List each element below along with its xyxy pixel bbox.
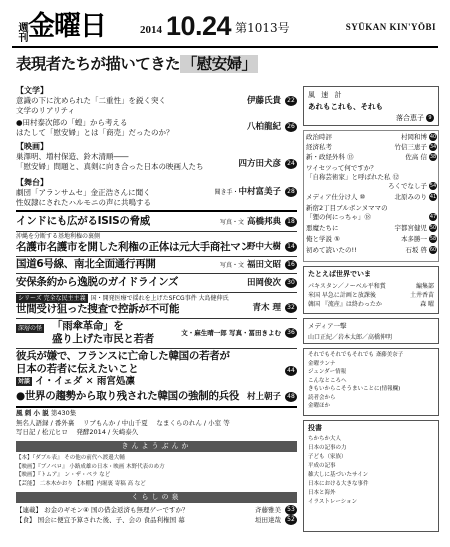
page-number: 36	[285, 328, 297, 338]
kinyobi-band: きんようぶんか	[16, 441, 297, 452]
article-title: 彼兵が嫌で、フランスに亡命した韓国の若者が	[16, 350, 230, 362]
column-row[interactable]: 「自称芸術家」と呼ばれた私 ⑫	[306, 173, 400, 181]
page-number: 18	[285, 217, 297, 227]
feature-title-highlight: 「慰安婦」	[181, 55, 257, 73]
divider	[16, 318, 297, 319]
issue-number: 第1013号	[235, 21, 290, 35]
header-rule	[12, 46, 438, 48]
issue-year: 2014	[140, 24, 162, 36]
author: 聞き手・中村富美子	[214, 187, 281, 197]
article[interactable]: 深層の怪 「雨傘革命」を 盛り上げた市民と若者 文・麻生晴一郎 写真・冨田きよむ 36	[16, 320, 297, 346]
feature-block	[16, 54, 297, 74]
divider	[16, 348, 297, 349]
page-number: 24	[285, 159, 297, 169]
issue-info	[140, 12, 290, 40]
feature-section[interactable]: 【文学】 意識の下に沈められた「二重性」を鋭く突く 文学のリアリティ 伊藤氏貴 22	[16, 86, 297, 116]
kurashi-list[interactable]: 【連載】 お金のギモン④ 国の借金返済も無理ゲーですか？ 斉藤雅美 53 【食】 国会に便宜予算された後、子、会の 食品利権国 幕 垣田達哉 52	[16, 505, 297, 525]
magazine-logo	[14, 8, 106, 42]
masthead	[0, 0, 450, 48]
article-title: 名護市名護市を開した利権の正体は元大手商社マン	[16, 241, 251, 253]
page-number: 26	[285, 122, 297, 132]
divider	[16, 273, 297, 274]
article-title: 国道6号線、南北全面通行再開	[16, 258, 156, 270]
misc-box[interactable]: それでもそれでもそれでも 斎藤美奈子 金曜ランナ ジェンダー情報 こんなところへ きもいからこそうまいことに(情報欄) 読者会から 金曜ほか	[303, 348, 439, 416]
logo-shukan: 週刊	[16, 22, 27, 42]
column-row[interactable]: ワイセツって何ですか？	[306, 164, 377, 172]
page-number: 32	[285, 303, 297, 313]
author: 四方田犬彦	[238, 159, 281, 169]
column-row[interactable]: 悪魔たちに 宇都宮健児 50	[306, 224, 437, 232]
article[interactable]: インドにも広がるISISの脅威 写真・文 高橋邦典 18	[16, 215, 297, 229]
logo-kinyobi: 金曜日	[28, 11, 106, 42]
column-row[interactable]: メディア仕分け人 ⑩ 北原みのり 41	[306, 193, 437, 201]
romaji-title: SYŪKAN KIN'YŌBI	[345, 22, 436, 32]
page-number: 16	[285, 260, 297, 270]
article[interactable]: シリーズ 完全な民主主義 国・開発医療で揺れを上げたSFCG事件 大島健伸氏 世間受け狙った捜査で控訴が不可能 青木 理 32	[16, 294, 297, 316]
talk-tag: 対談	[18, 378, 31, 385]
column-row[interactable]: 経済私考 竹信三恵子 34	[306, 143, 437, 151]
divider	[16, 292, 297, 293]
kurashi-band: くらしの泉	[16, 492, 297, 503]
column-row[interactable]: 政治時評 村岡和博 40	[306, 133, 437, 141]
article[interactable]: 安保条約から逸脱のガイドラインズ 田岡俊次 30	[16, 276, 297, 290]
page-number: 30	[285, 278, 297, 288]
article-kicker: 沖縄を分断する基地利権の裏側	[16, 233, 101, 240]
article-title: インドにも広がるISISの脅威	[16, 215, 150, 227]
article-title: ●世界の趨勢から取り残された韓国の強制的兵役	[16, 390, 240, 402]
media-box[interactable]: メディア一撃 山口正紀／岩本太郎／高橋伸明	[303, 318, 439, 344]
column-row[interactable]: 俺と学説 ⑤ 本多勝一 58	[306, 235, 437, 243]
series-tag: シリーズ 完全な民主主義	[18, 295, 86, 302]
article-title: 「雨傘革命」を	[52, 320, 124, 332]
page-number: 48	[285, 392, 297, 402]
feature-section[interactable]: 【舞台】 劇団「アランサムセ」金正浩さんに聞く 性奴隷にされたハルモニの声に共鳴する 聞き手・中村富美子 28	[16, 178, 297, 208]
article[interactable]: 彼兵が嫌で、フランスに亡命した韓国の若者が 日本の若者に伝えたいこと 対談 イ・イェダ ✕ 雨宮処凛 44	[16, 350, 297, 390]
article[interactable]: 沖縄を分断する基地利権の裏側 名護市名護市を開した利権の正体は元大手商社マン 野中大樹 14	[16, 233, 297, 255]
article-title: 安保条約から逸脱のガイドラインズ	[16, 276, 179, 288]
divider	[16, 406, 297, 408]
author: 八柏龍紀	[246, 122, 281, 132]
feature-section[interactable]: ●田村泰次郎の「蝗」から考える はたして「慰安婦」とは「商売」だったのか？ 八柏龍紀 26	[16, 118, 297, 138]
page-number: 14	[285, 242, 297, 252]
column-row[interactable]: 初めて読いたの!! 石坂 啓 60	[306, 246, 437, 254]
page-number: 44	[285, 366, 297, 376]
article[interactable]: ●世界の趨勢から取り残された韓国の強制的兵役 村上朝子 48	[16, 390, 297, 404]
issue-date: 10.24	[166, 11, 232, 41]
article[interactable]: 国道6号線、南北全面通行再開 写真・文 福田文昭 16	[16, 258, 297, 272]
divider	[16, 256, 297, 257]
page-number: 28	[285, 187, 297, 197]
feature-title: 表現者たちが描いてきた 「慰安婦」	[16, 55, 257, 73]
index-box[interactable]: 投書 ちかちか大人 日本の記事の力 子ども（家族） 平成の記事 雑大しに基づいたサイン 日本における大きな事件 日本と海外 イラストレーション	[303, 420, 439, 532]
column-row[interactable]: 新・政経外科 ⑬ 佐高 信 38	[306, 153, 437, 161]
divider	[16, 210, 297, 212]
author: 伊藤氏貴	[246, 96, 281, 106]
article-title: 世間受け狙った捜査で控訴が不可能	[16, 303, 180, 315]
fiction-block[interactable]: 風 刺 小 説 第430集 無名人語録 / 番外裏 リブもんか / 中山千夏 なまくらのれん / 小室 等 写日記 / 松元ヒロ 発酵2014 / 矢崎泰久	[16, 409, 230, 436]
column-row[interactable]: 新宿2丁目ブルボンヌママの	[306, 204, 388, 212]
fudo-box[interactable]: 風 速 計 あれもこれも、それも 落合恵子 9	[303, 86, 439, 126]
page-number: 22	[285, 96, 297, 106]
feature-section[interactable]: 【映画】 巣澤明、増村保造、鈴木清順―― 「慰安婦」問題と、真剣に向き合った日本の映画人たち 四方田犬彦 24	[16, 142, 297, 172]
world-box[interactable]: たとえば世界でいま パキスタン／ノーベル平和賞 編集部 米国 早急に計画と放課後 土井香苗 韓国 『流産』は終わったか 森 曜	[303, 266, 439, 314]
divider	[16, 231, 297, 232]
report-tag: 深層の怪	[18, 325, 43, 332]
culture-list[interactable]: 【本】『ダブル表』 その他の前代へ渡邊大輔 【映画】『ブノベロ』 小路成雄の日本・映画 木野代表のめ方 【映画】『トムア』 ン・ザ・ペラ など 【芸能】 二本木かおり 【本棚】内堀裏 寄稿 高 など	[16, 455, 165, 487]
column-row[interactable]: 「狸の何にっちゃ」⑱ 47	[306, 213, 437, 221]
